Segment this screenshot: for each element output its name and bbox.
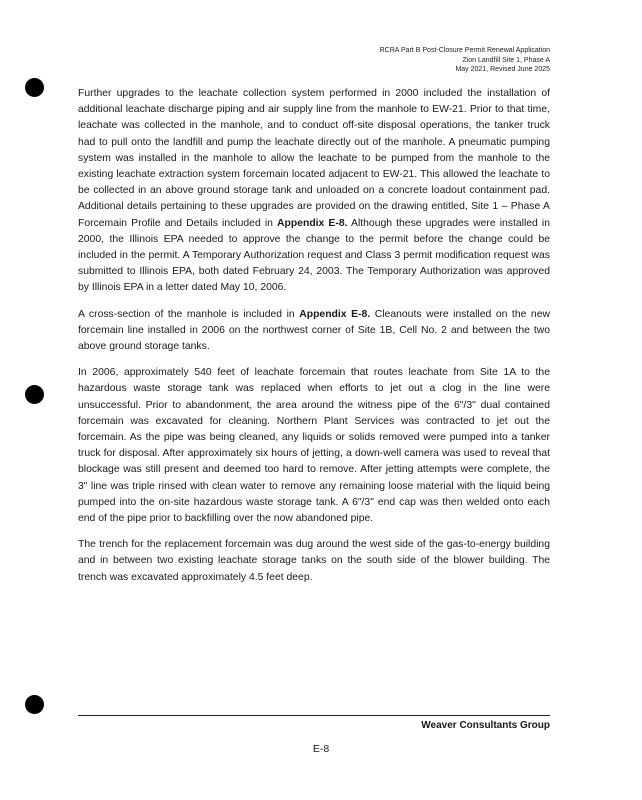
binder-hole-top [25,78,44,97]
page-number: E-8 [312,743,330,755]
paragraph-trench: The trench for the replacement forcemain was dug around the west side of the gas-to-energy building and in between two existing leachate storage tanks on the south side of the blower building. The trench was excavated approximately 4.5 feet deep. [78,539,550,583]
body-text [78,86,550,596]
appendix-reference: Appendix E-8. [277,217,348,229]
appendix-reference: Appendix E-8. [299,308,371,320]
binder-hole-middle [25,385,44,404]
header-title: RCRA Part B Post-Closure Permit Renewal Application [379,47,550,54]
paragraph-cross-section: A cross-section of the manhole is included in Appendix E-8. Cleanouts were installed on the new forcemain line installed in 2006 on the northwest corner of Site 1B, Cell No. 2 and between the two above ground storage tanks. [78,308,550,353]
footer-divider [78,715,550,716]
paragraph-upgrades: Further upgrades to the leachate collection system performed in 2000 included the installation of additional leachate discharge piping and air supply line from the manhole to EW-21. Prior to that time, leachate was collected in the manhole, and to conduct off-site disposal operations, the tanker truck had to pull onto the landfill and pump the leachate directly out of the manhole. A pneumatic pumping system was installed in the manhole to allow the leachate to be pumped from the manhole to the existing leachate extraction system forcemain located adjacent to EW-21. This allowed the leachate to be collected in an above ground storage tank and unloaded on a concrete loadout containment pad. Additional details pertaining to these upgrades are provided on the drawing entitled, Site 1 – Phase A Forcemain Profile and Details included in Appendix E-8. Although these upgrades were installed in 2000, the Illinois EPA needed to approve the change to the permit before the change could be included in the permit. A Temporary Authorization request and Class 3 permit modification request was submitted to Illinois EPA, both dated February 24, 2003. The Temporary Authorization was approved by Illinois EPA in a letter dated May 10, 2006. [78,88,550,294]
binder-hole-bottom [25,695,44,714]
page-header [380,46,550,75]
footer-company: Weaver Consultants Group [421,720,550,731]
paragraph-forcemain-replacement: In 2006, approximately 540 feet of leachate forcemain that routes leachate from Site 1A to the hazardous waste storage tank was replaced when efforts to jet out a clog in the line were unsuccessful. Prior to abandonment, the area around the witness pipe of the 6"/3" dual contained forcemain was excavated for cleaning. Northern Plant Services was contracted to jet out the forcemain. As the pipe was being cleaned, any liquids or solids removed were pumped into a tanker truck for disposal. After approximately six hours of jetting, a down-well camera was used to reveal that blockage was still present and deemed too hard to remove. After jetting attempts were complete, the 3" line was triple rinsed with clean water to remove any remaining loose material with the liquid being pumped into the on-site hazardous waste storage tank. A 6"/3" end cap was then welded onto each end of the pipe prior to backfilling over the now abandoned pipe. [78,367,550,525]
header-date: May 2021, Revised June 2025 [455,66,550,73]
header-site: Zion Landfill Site 1, Phase A [462,56,550,64]
